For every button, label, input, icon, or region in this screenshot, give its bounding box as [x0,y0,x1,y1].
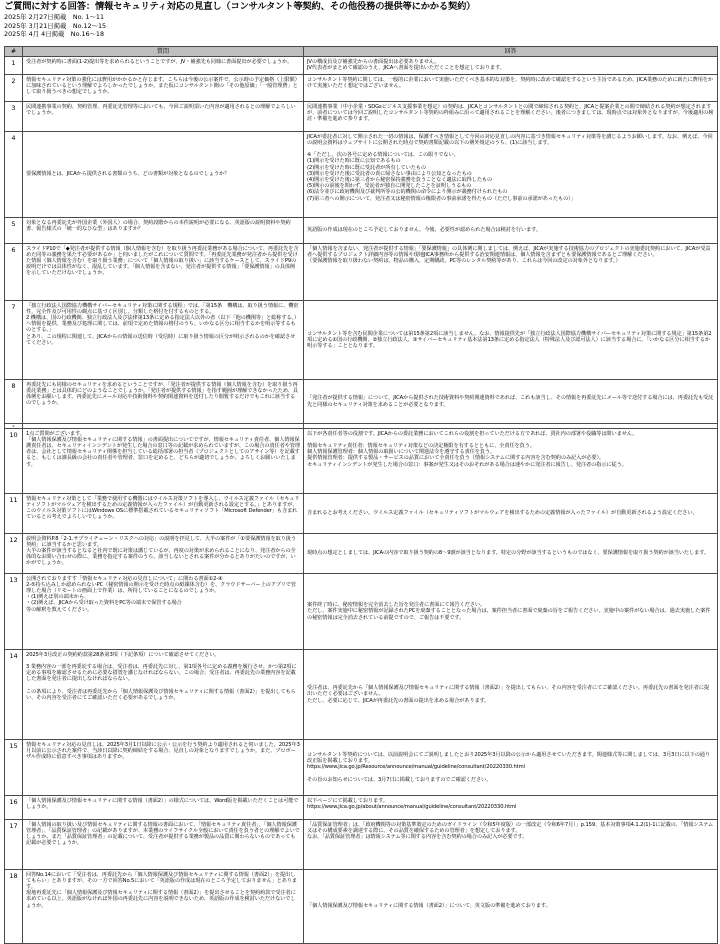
row-number: 5 [5,218,23,244]
question-cell: 対象となる再委託先が外国企業（外国人）の場合、契約段階からの本件説明が必要になる、英語版の説明資料や契約書、報告様式の「統一的なひな型」はありますか？ [23,218,304,244]
question-cell: 情報セキュリティ対策の強化には費用がかかるかと存じます。こちらは今後の公示案件で、公示時の予定価格（上限額）に加味されているという理解でよろしかったでしょうか。また仮にコンサルタント側の「その他原価」「一般管理費」として取り扱うべきの想定でしょうか。 [23,75,304,102]
row-number: 15 [5,740,23,796]
answer-cell: コンサルタント等契約については、以前説明会にてご説明しましたとおり2025年3月以降の公示から適用させていただきます。関連様式等に関しましては、3月3日に以下の通り改正版を掲載しております。 https://www.jica.go.jp/Resource/announce/manual/guideline/consultant/20220330.html その旨のお知らせについては、3月7日に掲載しておりますのでご確認ください。 [304,740,718,796]
question-cell: 再委託先にも同様のセキュリティを求めるということですが、「発注者が提供する情報（個人情報を含む）を取り扱う再委託業務」とは具体的にどのようなことでしょうか。「発注者が提供する情報」を指す範囲が理解できなかったため、具体例をお願いします。再委託先にメール対応や技術資料や契約関連資料を送付したり閲覧するだけでもこれに該当するのでしょうか。 [23,380,304,424]
table-row [5,494,718,534]
table-row [5,650,718,740]
row-number: 3 [5,102,23,132]
question-cell: 「個人情報保護及び情報セキュリティに関する情報（書面2）」の様式については、Word版を掲載いただくことは可能でしょうか。 [23,796,304,820]
answer-cell: 以下ページにて掲載しております。 https://www.jica.go.jp/about/announce/manual/guideline/consultant/20220330.html [304,796,718,820]
question-cell: スライドP10で「◆発注者が提供する情報（個人情報を含む）を取り扱う再委託業務がある場合について、再委託先を含めた同等の義務を果たす必要があるか」と伺いましたがこれについて質問です。「再委託先業務が発注者から提供を受けた情報（個人情報を含む）を取り扱う業務」について「個人情報の取り扱い」に該当するケースとして、スライドP9の説明だけでは具体性がなく、混乱しています。「個人情報を含まない、発注者が提供する情報」「要保護情報」の具体例を示していただけないでしょうか。 [23,244,304,301]
table-row [5,740,718,796]
row-number: 14 [5,650,23,740]
table-row [5,218,718,244]
question-cell: 2025年3月改正の契約約款第28条第3項（下記条項）について確認させてください。 3 業務内容の一部を再委託する場合は、受注者は、再委託先に対し、第1項各号に定める義務を履行させ、かつ第2項に定める事項を確認させるために必要な措置を講じなければならない。この場合、受注者は、再委託先の業務内容を記載した書面を発注者に提出しなければならない。 この条項により、受注者は再委託先から「個人情報保護及び情報セキュリティに関する情報（書面2）」を提出してもらい、その内容を受注者にてご確認いただく必要があるでしょうか。 [23,650,304,740]
table-header-row [5,47,718,57]
document-header [4,1,716,39]
answer-cell: 「個人情報保護及び情報セキュリティに関する情報（書面2）」について、英文版の準備を進めております。 [304,870,718,944]
row-number: 4 [5,132,23,218]
table-row [5,870,718,944]
table-row [5,244,718,301]
page-title: ご質問に対する回答：情報セキュリティ対応の見直し（コンサルタント等契約、その他役務の提供等にかかる契約） [4,1,476,12]
table-row [5,57,718,75]
answer-cell: JVの構成員及び補強先からの書面提出は必要ありません。 JV代表者がまとめて確認のうえ、JICAへ書面を提出いただくことを想定しております。 [304,57,718,75]
question-cell: 受注者が契約時に書面(1-2)提出等を求められるということですが、JV・補強先も同様に書面提出が必要でしょうか。 [23,57,304,75]
row-number: 13 [5,574,23,650]
row-number: 2 [5,75,23,102]
question-cell: 「個人情報の取り扱い及び情報セキュリティに関する情報の書面において、「情報セキュリティ責任者」、「個人情報保護管理者」、「品質保証管理者」の記載がありますが、本業務のライフサイクル全般において責任を負う者との理解でよいでしょうか。また「品質保証管理者」の記載について、受注者が提供する業務が製品の品質に関わらないものであっても記載が必要でしょうか。 [23,820,304,870]
answer-cell: コンサルタント等契約に関しては、一般的に企業において実施いただくべき基本的な対策を、契約時に改めて確認をするという主旨であるため、JICA業務のために新たに費用をかけて実施いただく想定ではございません。 [304,75,718,102]
answer-cell: 含まれるとお考えください。ウイルス定義ファイル（セキュリティソフトがマルウェアを検出するための定義情報が入ったファイル）が自動更新されるよう設定ください。 [304,494,718,534]
table-row [5,102,718,132]
table-row [5,796,718,820]
column-header-number: # [5,47,23,57]
row-number: 16 [5,796,23,820]
question-cell: 公開されておりますす「情報セキュリティ対応の見直しについて」に関わる書面①2-④ 2-⑤持ち込みしか認められないPC（秘密情報の開示を受けた時点の紙媒体含む）を、クラウドサーバー上のアプリで管理した場合（リモートの画面上で作業）は、所持していることになるのでしょうか。 ・(1)例えば別の端末から、 ・(2)例えば、JICAから受け取った資料をPC等の端末で保管する場合 等の解釈を教えてください。 [23,574,304,650]
question-cell: 要保護情報とは、JICAから提供される書類のうち、どの書類が対象となるのでしょうか？ [23,132,304,218]
table-row [5,301,718,380]
row-number: 18 [5,870,23,944]
table-row [5,75,718,102]
answer-cell: 以下が各責任者等の役割です。JICAからの委託業務においてこれらの役割を担っていただける方であれば、貴社内の部署や役職等は問いません。 情報セキュリティ責任者：情報セキュリティ対策などの決定権限を有するとともに、全責任を負う。 個人情報保護管理者：個人情報の取扱いについて関連法令を遵守する責任を負う。 提供情報管理者：提供する製品・サービスの品質において全責任を負う（情報システムに関する内容を含む契約のみ記入が必要）。 セキュリティインシデントが発生した場合の窓口：事案が発生又はそのおそれがある場合は速やかに発注者に報告し、発注者の指示に従う。 [304,429,718,494]
question-cell: 情報セキュリティ対策として「業務で使用する機器にはウイルス対策ソフトを導入し、ウイルス定義ファイル（セキュリティソフトがマルウェアを検出するための定義情報が入ったファイル）が自動更新される設定とする。」とありますが、このウイルス対策ソフトにはWindows OSに標準搭載されているセキュリティソフト「Microsoft Defender」も含まれているとの考えでよろしいでしょうか。 [23,494,304,534]
question-cell: 説明会資料P.8「2-1.サプライチェーン・リスクへの対応」の説明を拝見して、大半の案件が「①要保護情報を取り扱う契約」に該当するかと思います。 大半の案件が該当するとなると社内で既に対策は講じているが、再度の対策が求められることになり、発注者からの全体的なお問い合わせの際に、業務を指定する案件のうち、該当しないとされる案件が分かるとありがたいのですが、いかがでしょうか。 [23,534,304,574]
row-number: 17 [5,820,23,870]
row-number: 6 [5,244,23,301]
table-row [5,429,718,494]
table-row [5,132,718,218]
answer-cell: 現時点の想定としましては、JICAの内容で取り扱う契約の8〜9割が該当となります。特定の分野が該当するというものではなく、要保護情報を取り扱う契約が該当いたします。 [304,534,718,574]
answer-cell: 「発注者が提供する情報」について、JICAから提供された技術資料や契約関連資料であれば、これも該当し、その情報を再委託先にメール等で送付する場合には、再委託先も受託先と同様のセキュリティ対策を求めることが必要となります。 [304,380,718,424]
answer-cell: 「品質保証管理者」は、「政府機関等の対策基準策定のためのガイドライン（令和5年度版）の一部改定（令和6年7月）」p.159、基本対策事項4.1.2(1)-1に記載の、「情報システム又はその構成要素を調達する際に、その品質を確保するための管理者」を想定しております。 なお、「品質保証管理者」は情報システム等に関する内容を含む契約の場合のみ記入が必要です。 [304,820,718,870]
answer-cell: 英語版の作成は現在のところ予定しておりません。今後、必要性が認められた場合は検討を行います。 [304,218,718,244]
row-number: 1 [5,57,23,75]
publication-date-1: 2025年 2月27日掲載 No. 1〜11 [4,13,105,21]
row-number: 10 [5,429,23,494]
qa-table [4,46,718,944]
answer-cell: JICAが委託者に対して開示された一切の情報は、保護すべき情報として今回の対応見直しの内容に基づき情報セキュリティ対策等を講じるようお願いします。なお、例えば、今回の説明会資料はウェブサイトに公開された時点で契約書類記載の以下の例外規定のうち、(1)に該当します。 ※「ただし、次の各号に定める情報については、この限りでない。 (1)開示を受けた時に既に公知であるもの (2)開示を受けた時に既に受託者が所有していたもの (3)開示を受けた後に受託者の責に帰さない事由により公知となったもの (4)開示を受けた後に第三者から秘密保持義務を負うことなく適法に取得したもの (5)開示の前後を問わず、受託者が独自に開発したことを証明しうるもの (6)法令並びに政府機関及び裁判所等の公的機関の命令により開示が義務付けられたもの (7)第三者への開示について、発注者又は秘密情報の権限者の事前承諾を得たもの（ただし事前の承諾があったもの）」 [304,132,718,218]
publication-date-3: 2025年 4月 4日掲載 No.16〜18 [4,30,105,39]
table-row [5,380,718,424]
question-cell: 1点ご質問がございます。 「個人情報保護及び情報セキュリティに関する情報」の書面提出についてですが、情報セキュリティ責任者、個人情報保護責任者は、セキュリティインシデントが発生した場合の窓口等の記載が求められていますが、この場合の責任者や管理者は、会社として情報セキュリティ関係を担当している総括部署の担当者（プロジェクトとしてのアサイン等）を記載すると、もしくは課長級の会社の責任者や管理者、窓口を定めると、どちらが適切でしょうか。よろしくお願いいたします。 [23,429,304,494]
row-number: 7 [5,301,23,380]
column-header-answer: 回答 [304,47,718,57]
question-cell: 情報セキュリティ対応の見直しは、2025年3月1日以降に公示・公示を行う契約より適用されると伺いました。2025年3月以前に公示された案件で、当該日以降に契約締結をする場合、見直しの対象となりますでしょうか。また、プロポーザル作成時に留意すべき事項はありますか。 [23,740,304,796]
question-cell: 「独立行政法人国際協力機構サイバーセキュリティ対策に関する規程」では、「第15条 機構は、取り扱う情報に、機密性、完全性及び可用性の観点に基づく区別し、分類した格付を付するものとする。 2 機構は、国の行政機関、独立行政法人及び法律第13条に定める指定法人以外の者（以下「他の機関等」と総称する。）へ情報を提供、業務及び処理に関しては、前項で定めた情報の格付のうち、いかなる区分に相当するかを明示等するものとする。」 とあり、この規程に関連して、JICAからの情報の送信時（受信時）に取り扱う情報の区分が明示されるのかを確認させてください。 [23,301,304,380]
table-row [5,820,718,870]
question-cell: 回答No.14において「受注者は、再委託先から「個人情報保護及び情報セキュリティに関する情報（書面2）」を提出してもらい」とありますが、その一方で回答No.5において「英語版の作成は現在のところ予定しておりません」とあります。 現地再委託先に「個人情報保護及び情報セキュリティに関する情報（書面2）」を提出させることを契約約款で受注者に求めている以上、英語版がなければ外国の再委託先に内容を説明できないため、英語版の作成を検討いただけないでしょうか。 [23,870,304,944]
table-row [5,534,718,574]
question-cell: 民間連携事業の契約、契約管理、再委託先管理等においても、今回ご説明頂いた内容が適用されるとの理解でよろしいでしょうか。 [23,102,304,132]
answer-cell: 受注者は、再委託先から「個人情報保護及び情報セキュリティに関する情報（書面2）」を提出してもらい、その内容を受注者にてご確認ください。再委託先の書面を発注者に提出いただく必要はございません。 ただし、必要に応じて、JICAが再委託先の書面の提出を求める場合があります。 [304,650,718,740]
column-header-question: 質問 [23,47,304,57]
table-row [5,574,718,650]
publication-date-2: 2025年 3月21日掲載 No.12〜15 [4,21,107,30]
row-number: 9 [5,424,23,429]
row-number: 12 [5,534,23,574]
answer-cell: 案件終了時に、秘密情報を完全消去した旨を発注者に書面にて報告ください。 ただし、案件実施中に秘密情報が記録されたPCを廃棄することとなった場合は、案件担当者に書面で廃棄の旨をご報告ください。実施中の案件がない場合は、過去実施した案件の秘密情報は完全消去されている前提ですので、ご報告は不要です。 [304,574,718,650]
row-number: 11 [5,494,23,534]
answer-cell: コンサルタント等を含む民間企業については第15条第2項に該当しません。なお、情報提供先が「独立行政法人国際協力機構サイバーセキュリティ対策に関する規定」第15条第2項に定める①国の行政機関、②独立行政法人、③サイバーセキュリティ基本法第13条に定める指定法人（特殊法人及び認可法人）に該当する場合に、「いかなる区分に相当するか明示等する」こととなります。 [304,301,718,380]
row-number: 8 [5,380,23,424]
answer-cell: 「個人情報を含まない、発注者が提供する情報」「要保護情報」の具体例に関しましては、例えば、JICAが実施する技術協力のプロジェクトの実施委託契約において、JICAが受益者へ提供するプロジェクト詳細内容等の情報や現地JICA事務所から提供する治安関連情報は、個人情報を含まずとも要保護情報であるとご理解ください。 （要保護情報を取り扱わない契約は、物品の購入、定期購読、PC等のレンタル契約等があり、これらは今回の改定の対象外となります。） [304,244,718,301]
answer-cell: 民間連携事業（中小企業・SDGsビジネス支援事業を想定）の契約は、JICAとコンサルタントとの間で締結される契約と、JICAと提案企業との間で締結される契約が想定されますが、前者については今回ご説明したコンサルタント等契約の枠組みに沿って適用されることを理解ください。後者につきましては、現時点では対象外となりますが、今後適用の検討・準備を進めて参ります。 [304,102,718,132]
